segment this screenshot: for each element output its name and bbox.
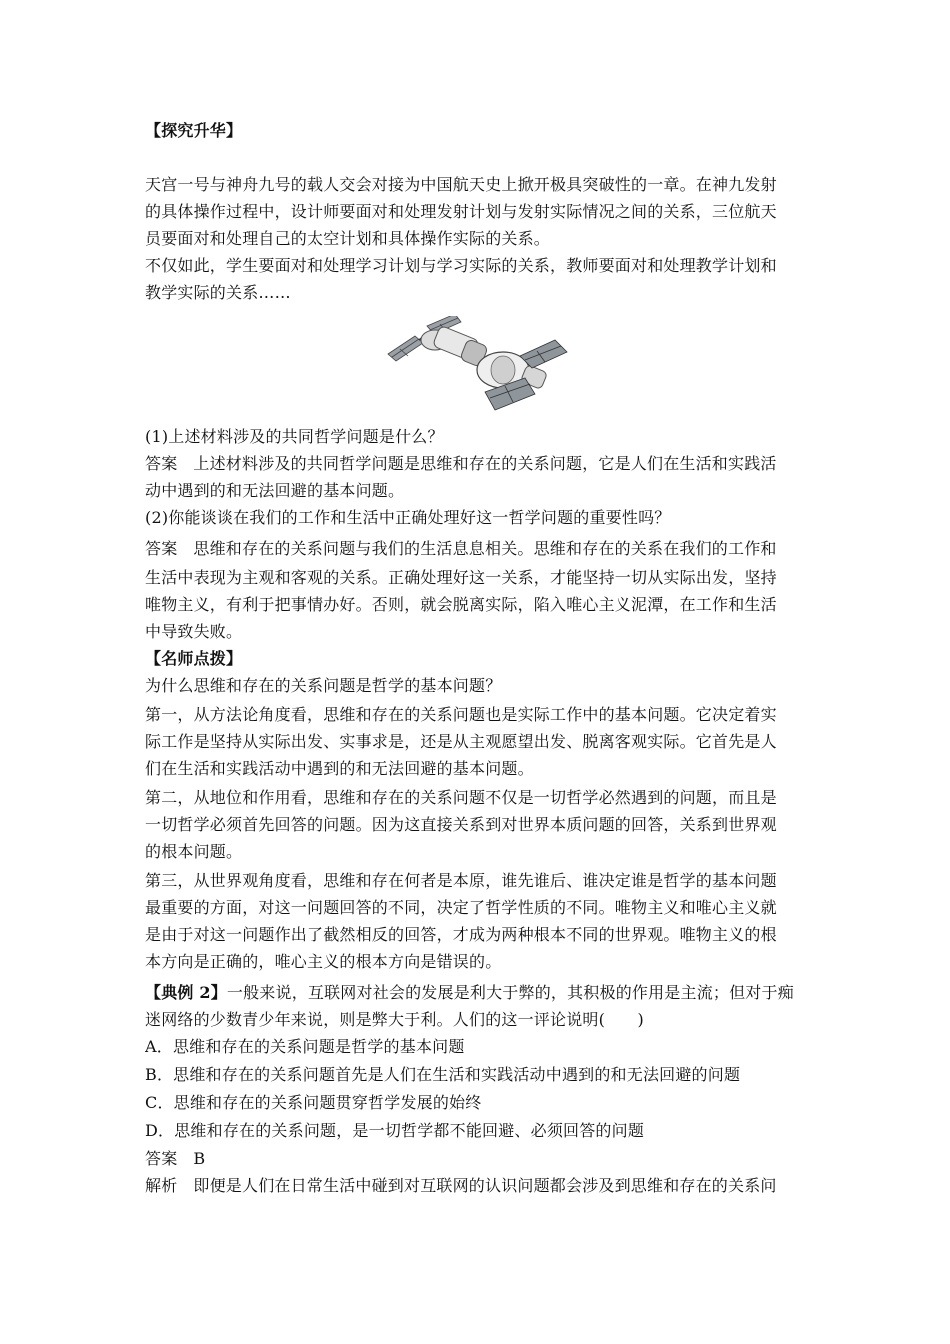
explore-heading: 【探究升华】: [145, 121, 243, 140]
teacher-line-5: 第二，从地位和作用看，思维和存在的关系问题不仅是一切哲学必然遇到的问题，而且是: [145, 788, 777, 807]
answer-1-line-1: [145, 454, 825, 474]
answer-2-text-1: 思维和存在的关系问题与我们的生活息息相关。思维和存在的关系在我们的工作和: [193, 539, 777, 558]
teacher-heading: 【名师点拨】: [145, 649, 243, 668]
example-stem-text-1: 一般来说，互联网对社会的发展是利大于弊的，其积极的作用是主流；但对于痴: [226, 983, 794, 1002]
question-2: (2)你能谈谈在我们的工作和生活中正确处理好这一哲学问题的重要性吗？: [145, 508, 671, 527]
answer-1-label: 答案: [145, 454, 178, 473]
answer-2-line-1: [145, 539, 825, 559]
teacher-line-3: 际工作是坚持从实际出发、实事求是，还是从主观愿望出发、脱离客观实际。它首先是人: [145, 732, 777, 751]
teacher-line-11: 本方向是正确的，唯心主义的根本方向是错误的。: [145, 952, 502, 971]
material-line-3: 员要面对和处理自己的太空计划和具体操作实际的关系。: [145, 229, 551, 248]
example-answer: [145, 1149, 825, 1169]
question-1: (1)上述材料涉及的共同哲学问题是什么？: [145, 427, 444, 446]
option-d: D．思维和存在的关系问题，是一切哲学都不能回避、必须回答的问题: [145, 1121, 645, 1140]
material-line-1: 天宫一号与神舟九号的载人交会对接为中国航天史上掀开极具突破性的一章。在神九发射: [145, 175, 777, 194]
answer-1-text-1: 上述材料涉及的共同哲学问题是思维和存在的关系问题，它是人们在生活和实践活: [193, 454, 777, 473]
example-answer-value: B: [193, 1149, 206, 1168]
option-b: B．思维和存在的关系问题首先是人们在生活和实践活动中遇到的和无法回避的问题: [145, 1065, 741, 1084]
material-line-4: 不仅如此，学生要面对和处理学习计划与学习实际的关系，教师要面对和处理教学计划和: [145, 256, 777, 275]
answer-2-line-3: 唯物主义，有利于把事情办好。否则，就会脱离实际，陷入唯心主义泥潭，在工作和生活: [145, 595, 777, 614]
example-label: 【典例 2】: [145, 983, 227, 1002]
example-answer-label: 答案: [145, 1149, 178, 1168]
teacher-line-6: 一切哲学必须首先回答的问题。因为这直接关系到对世界本质问题的回答，关系到世界观: [145, 815, 777, 834]
example-analysis-text: 即便是人们在日常生活中碰到对互联网的认识问题都会涉及到思维和存在的关系问: [193, 1176, 777, 1195]
material-line-5: 教学实际的关系……: [145, 283, 291, 302]
option-a: A．思维和存在的关系问题是哲学的基本问题: [145, 1037, 465, 1056]
teacher-line-9: 最重要的方面，对这一问题回答的不同，决定了哲学性质的不同。唯物主义和唯心主义就: [145, 898, 777, 917]
answer-2-line-2: 生活中表现为主观和客观的关系。正确处理好这一关系，才能坚持一切从实际出发，坚持: [145, 568, 777, 587]
teacher-line-8: 第三，从世界观角度看，思维和存在何者是本原，谁先谁后、谁决定谁是哲学的基本问题: [145, 871, 777, 890]
answer-2-line-4: 中导致失败。: [145, 622, 243, 641]
material-line-2: 的具体操作过程中，设计师要面对和处理发射计划与发射实际情况之间的关系，三位航天: [145, 202, 777, 221]
example-stem-line-2: 迷网络的少数青少年来说，则是弊大于利。人们的这一评论说明( ): [145, 1010, 644, 1029]
teacher-line-7: 的根本问题。: [145, 842, 243, 861]
option-c: C．思维和存在的关系问题贯穿哲学发展的始终: [145, 1093, 482, 1112]
answer-2-label: 答案: [145, 539, 178, 558]
example-stem-line-1: [145, 983, 825, 1003]
teacher-line-1: 为什么思维和存在的关系问题是哲学的基本问题？: [145, 676, 502, 695]
teacher-line-4: 们在生活和实践活动中遇到的和无法回避的基本问题。: [145, 759, 534, 778]
example-analysis: [145, 1176, 825, 1196]
teacher-line-10: 是由于对这一问题作出了截然相反的回答，才成为两种根本不同的世界观。唯物主义的根: [145, 925, 777, 944]
answer-1-line-2: 动中遇到的和无法回避的基本问题。: [145, 481, 405, 500]
space-station-image: [385, 316, 570, 416]
example-analysis-label: 解析: [145, 1176, 178, 1195]
teacher-line-2: 第一，从方法论角度看，思维和存在的关系问题也是实际工作中的基本问题。它决定着实: [145, 705, 777, 724]
